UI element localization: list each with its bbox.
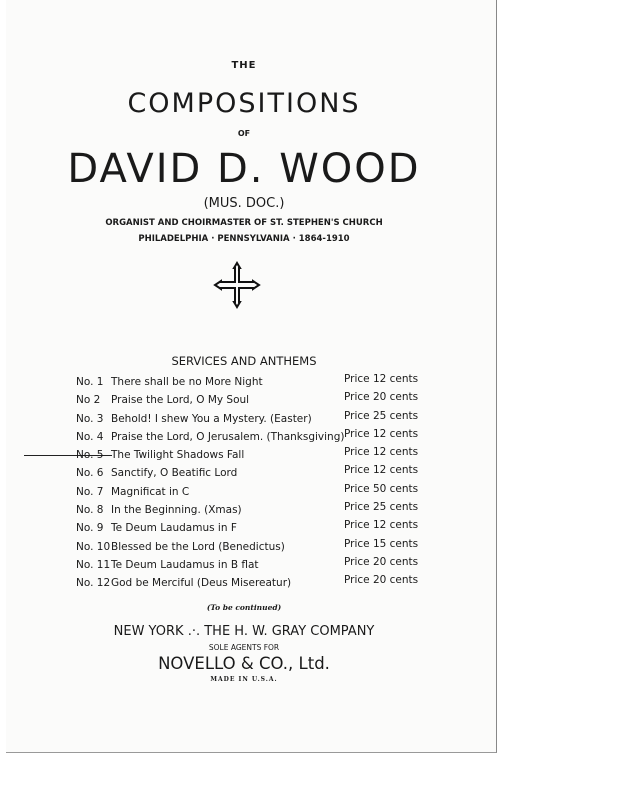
list-item [76,574,419,595]
composer-position: ORGANIST AND CHOIRMASTER OF ST. STEPHEN'S CHURCH [105,218,383,228]
section-heading: SERVICES AND ANTHEMS [171,354,317,368]
composer-location: PHILADELPHIA · PENNSYLVANIA · 1864-1910 [138,234,350,244]
item-price: Price 20 cents [344,391,419,404]
item-number: No. 11 [76,558,111,571]
title-of: OF [237,129,251,138]
item-title: Behold! I shew You a Mystery. (Easter) [111,412,312,425]
cross-icon [212,260,262,310]
item-price: Price 12 cents [344,446,419,459]
item-price: Price 12 cents [344,519,419,532]
item-number: No. 9 [76,522,104,535]
item-title: Te Deum Laudamus in F [111,522,237,535]
item-price: Price 20 cents [344,574,419,587]
title-compositions: COMPOSITIONS [127,88,361,119]
item-number: No. 7 [76,485,104,498]
item-number: No. 5 [76,449,104,462]
item-price: Price 12 cents [344,464,419,477]
title-the: THE [231,60,257,71]
item-title: Sanctify, O Beatific Lord [111,467,238,480]
item-title: Praise the Lord, O Jerusalem. (Thanksgiving) [111,430,345,443]
item-price: Price 25 cents [344,501,419,514]
item-number: No. 1 [76,376,104,388]
sole-agents-label: SOLE AGENTS FOR [208,643,280,652]
item-number: No. 3 [76,412,104,425]
item-price: Price 25 cents [344,409,419,422]
item-number: No. 8 [76,504,104,517]
item-title: Te Deum Laudamus in B flat [111,558,259,571]
item-price: Price 50 cents [344,482,419,495]
document-page [6,0,497,753]
continued-note: (To be continued) [206,603,282,612]
item-title: Blessed be the Lord (Benedictus) [111,540,285,553]
agent-name: NOVELLO & CO., Ltd. [158,654,330,673]
item-number: No. 6 [76,467,104,480]
composer-degree: (MUS. DOC.) [203,196,285,211]
item-number: No. 12 [76,577,111,590]
item-number: No. 4 [76,430,104,443]
item-title: The Twilight Shadows Fall [111,449,245,462]
item-price: Price 12 cents [344,373,419,385]
item-number: No. 10 [76,540,111,553]
composition-list [76,373,419,596]
item-title: Praise the Lord, O My Soul [111,394,250,407]
item-price: Price 12 cents [344,427,419,440]
composer-name: DAVID D. WOOD [67,146,421,192]
publisher: NEW YORK .·. THE H. W. GRAY COMPANY [113,624,375,639]
item-price: Price 15 cents [344,537,419,550]
item-price: Price 20 cents [344,555,419,568]
item-title: God be Merciful (Deus Misereatur) [111,577,292,590]
item-title: Magnificat in C [111,485,190,498]
item-number: No 2 [76,394,101,407]
item-title: There shall be no More Night [111,376,263,388]
item-title: In the Beginning. (Xmas) [111,504,242,517]
made-in: MADE IN U.S.A. [210,676,278,683]
